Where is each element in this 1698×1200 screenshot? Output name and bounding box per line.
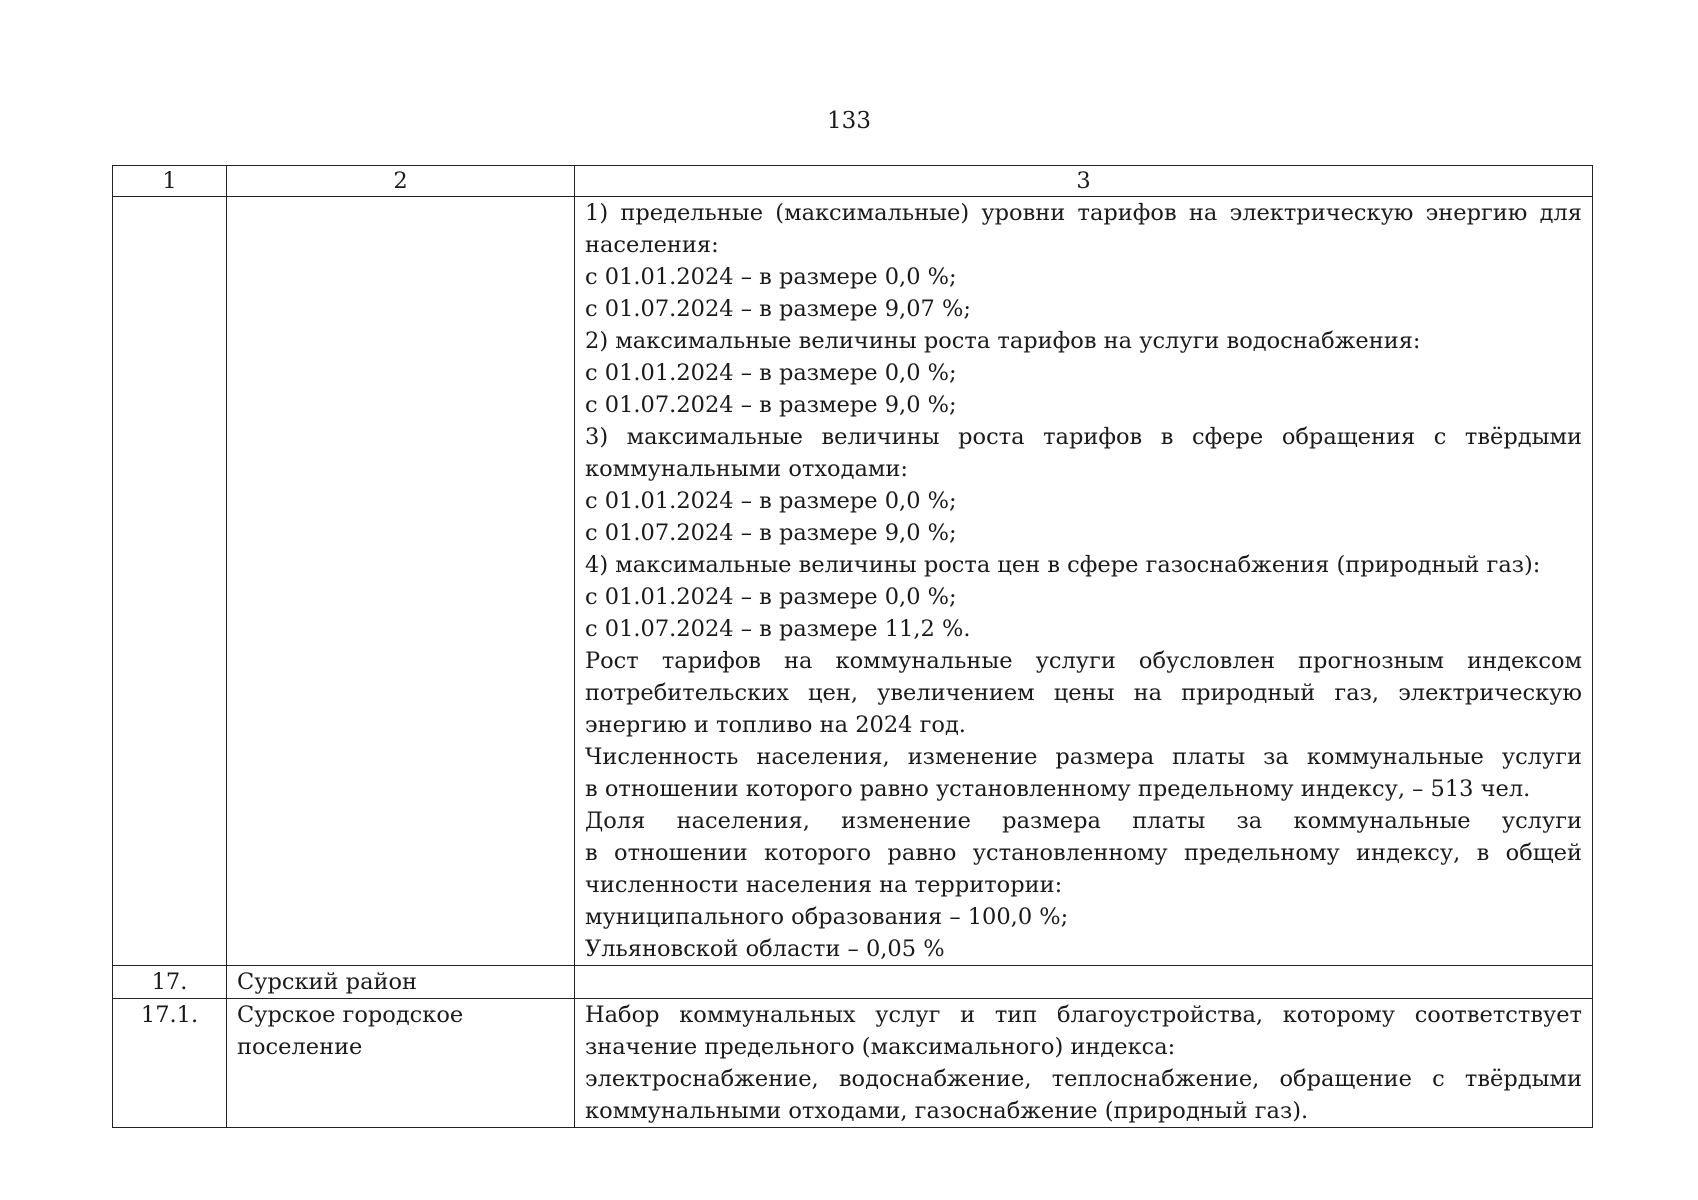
row-17-name: Сурский район xyxy=(227,966,575,999)
text-line: населения: xyxy=(585,232,719,258)
text-line: Численность населения, изменение размера платы за коммунальные услуги xyxy=(585,744,1582,770)
row-17-1-name-line: поселение xyxy=(237,1034,363,1060)
text-line: с 01.01.2024 – в размере 0,0 %; xyxy=(585,584,957,610)
text-line: 4) максимальные величины роста цен в сфере газоснабжения (природный газ): xyxy=(585,552,1541,578)
cont-col-2 xyxy=(227,197,575,966)
text-line: коммунальными отходами, газоснабжение (природный газ). xyxy=(585,1098,1309,1124)
row-17-1-name xyxy=(227,999,575,1128)
text-line: в отношении которого равно установленному предельному индексу, – 513 чел. xyxy=(585,776,1531,802)
row-17-1-text-lines xyxy=(585,999,1582,1127)
row-17-1-name-line: Сурское городское xyxy=(237,1002,464,1028)
header-col-2: 2 xyxy=(227,166,575,197)
text-line: потребительских цен, увеличением цены на природный газ, электрическую xyxy=(585,680,1582,706)
table-row-17 xyxy=(113,966,1593,999)
text-line: 2) максимальные величины роста тарифов на услуги водоснабжения: xyxy=(585,328,1421,354)
header-col-3: 3 xyxy=(575,166,1593,197)
tariff-table xyxy=(112,165,1593,1128)
text-line: Набор коммунальных услуг и тип благоустройства, которому соответствует xyxy=(585,1002,1582,1028)
row-17-1-text xyxy=(575,999,1593,1128)
table-row-17-1 xyxy=(113,999,1593,1128)
header-col-1: 1 xyxy=(113,166,227,197)
cont-col-3-text xyxy=(575,197,1593,966)
text-line: численности населения на территории: xyxy=(585,872,1063,898)
cont-text-lines xyxy=(585,197,1582,965)
text-line: электроснабжение, водоснабжение, теплоснабжение, обращение с твёрдыми xyxy=(585,1066,1582,1092)
text-line: Ульяновской области – 0,05 % xyxy=(585,936,945,962)
text-line: коммунальными отходами: xyxy=(585,456,908,482)
text-line: Рост тарифов на коммунальные услуги обусловлен прогнозным индексом xyxy=(585,648,1582,674)
text-line: энергию и топливо на 2024 год. xyxy=(585,712,966,738)
table-row-continuation xyxy=(113,197,1593,966)
text-line: с 01.07.2024 – в размере 11,2 %. xyxy=(585,616,971,642)
text-line: в отношении которого равно установленному предельному индексу, в общей xyxy=(585,840,1582,866)
text-line: с 01.07.2024 – в размере 9,0 %; xyxy=(585,392,957,418)
text-line: с 01.01.2024 – в размере 0,0 %; xyxy=(585,488,957,514)
cont-col-1 xyxy=(113,197,227,966)
text-line: с 01.07.2024 – в размере 9,0 %; xyxy=(585,520,957,546)
text-line: муниципального образования – 100,0 %; xyxy=(585,904,1069,930)
table-header-row xyxy=(113,166,1593,197)
text-line: 3) максимальные величины роста тарифов в сфере обращения с твёрдыми xyxy=(585,424,1582,450)
row-17-number: 17. xyxy=(113,966,227,999)
row-17-1-number: 17.1. xyxy=(113,999,227,1128)
page-number: 133 xyxy=(827,108,871,134)
text-line: 1) предельные (максимальные) уровни тарифов на электрическую энергию для xyxy=(585,200,1582,226)
text-line: с 01.01.2024 – в размере 0,0 %; xyxy=(585,360,957,386)
text-line: с 01.07.2024 – в размере 9,07 %; xyxy=(585,296,971,322)
row-17-text xyxy=(575,966,1593,999)
text-line: с 01.01.2024 – в размере 0,0 %; xyxy=(585,264,957,290)
text-line: Доля населения, изменение размера платы за коммунальные услуги xyxy=(585,808,1582,834)
text-line: значение предельного (максимального) индекса: xyxy=(585,1034,1176,1060)
